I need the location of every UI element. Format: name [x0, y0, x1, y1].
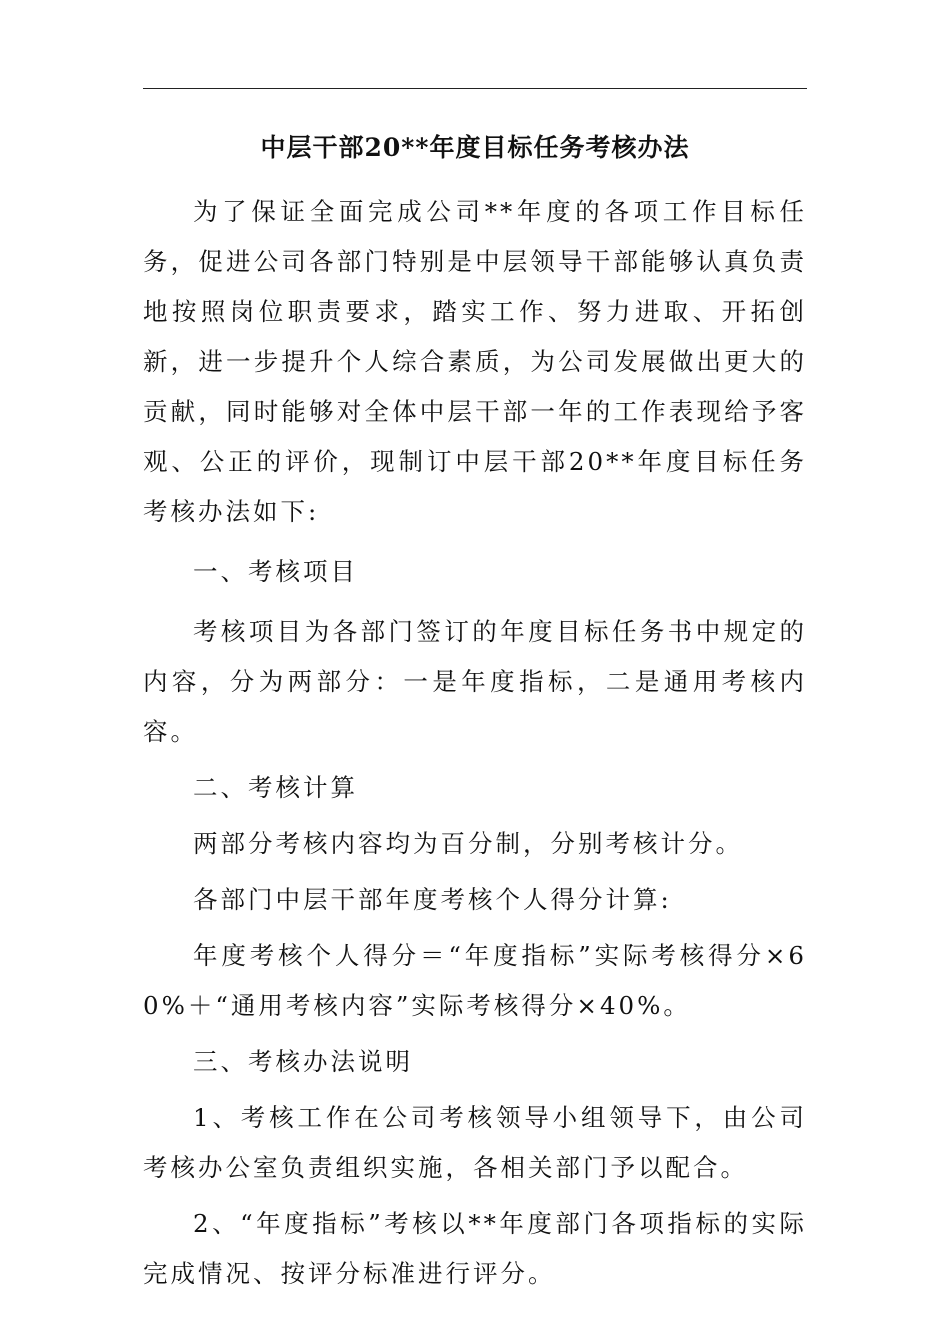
section-3-item-2: 2、“年度指标”考核以**年度部门各项指标的实际完成情况、按评分标准进行评分。 — [143, 1209, 807, 1288]
section-heading-2: 二、考核计算 — [193, 773, 358, 802]
section-1-paragraph: 考核项目为各部门签订的年度目标任务书中规定的内容，分为两部分：一是年度指标，二是通用考核内容。 — [143, 617, 807, 746]
section-2-paragraph-2: 各部门中层干部年度考核个人得分计算: — [193, 885, 672, 914]
intro-paragraph: 为了保证全面完成公司**年度的各项工作目标任务，促进公司各部门特别是中层领导干部能够认真负责地按照岗位职责要求，踏实工作、努力进取、开拓创新，进一步提升个人综合素质，为公司发展做出更大的贡献，同时能够对全体中层干部一年的工作表现给予客观、公正的评价，现制订中层干部20**年度目标任务考核办法如下: — [143, 197, 807, 526]
section-heading-3: 三、考核办法说明 — [193, 1047, 413, 1076]
score-formula-paragraph: 年度考核个人得分＝“年度指标”实际考核得分×60%＋“通用考核内容”实际考核得分×40%。 — [143, 941, 807, 1020]
section-2-paragraph-1: 两部分考核内容均为百分制，分别考核计分。 — [193, 829, 743, 858]
document-body — [143, 187, 807, 1299]
document-title: 中层干部20**年度目标任务考核办法 — [260, 133, 690, 162]
header-rule — [143, 88, 807, 89]
section-3-item-1: 1、考核工作在公司考核领导小组领导下，由公司考核办公室负责组织实施，各相关部门予以配合。 — [143, 1103, 807, 1182]
section-heading-1: 一、考核项目 — [193, 557, 358, 586]
